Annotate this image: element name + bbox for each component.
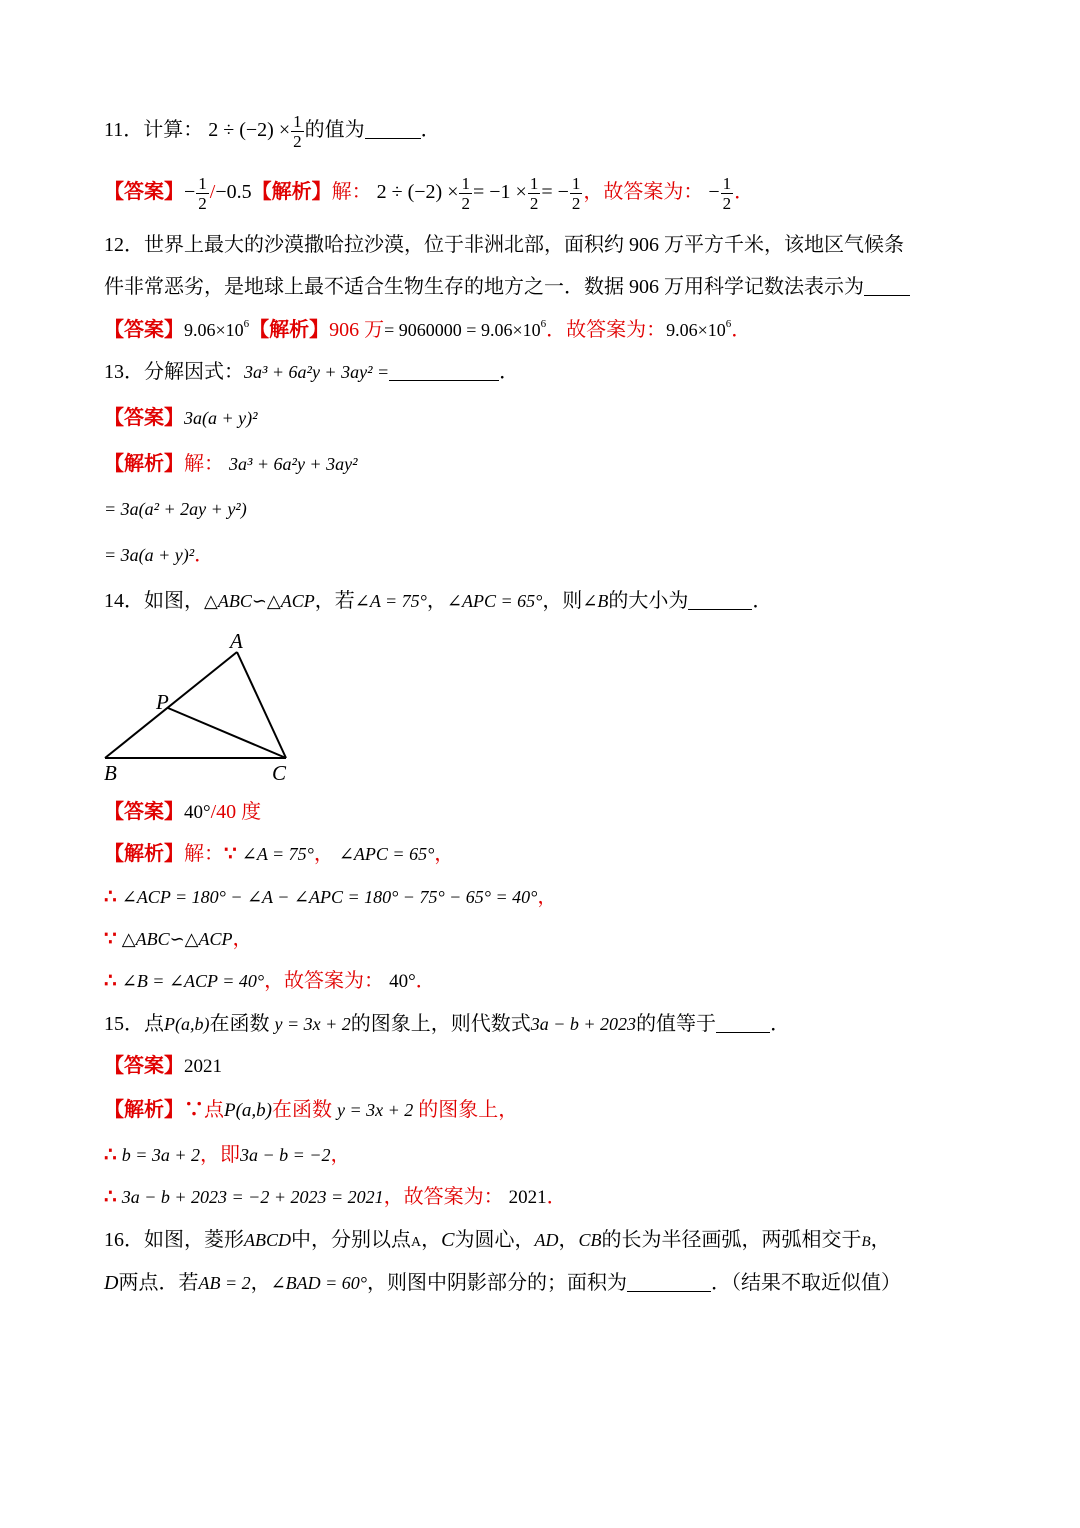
- answer-blank: [365, 118, 421, 139]
- analysis-tag: 【解析】: [251, 181, 332, 204]
- answer-tag: 【答案】: [104, 181, 184, 204]
- q11-question: 11．计算： 2 ÷ (−2) × $\frac{1}{2}$ 的值为 ．: [104, 112, 441, 151]
- answer-blank: [688, 589, 752, 610]
- q15-analysis-line2: ∴ b = 3a + 2，即3a − b = −2，: [104, 1144, 351, 1166]
- q15-answer-line: 【答案】2021: [104, 1055, 222, 1077]
- q14-answer-line: 【答案】40°/40 度: [104, 801, 262, 823]
- segment-ac: [237, 652, 286, 758]
- q15-analysis-line1: 【解析】∵点P(a,b)在函数 y = 3x + 2 的图象上，: [104, 1099, 519, 1121]
- q12-question-line1: 12．世界上最大的沙漠撒哈拉沙漠，位于非洲北部，面积约 906 万平方千米，该地区气候条: [104, 234, 904, 256]
- fraction: $\frac{1}{2}$: [293, 112, 302, 151]
- q12-answer-line: 【答案】$9.06\times 10^6$【解析】906 万= $9060000 = 9.06\times 10^6$．故答案为：$9.06\times 10^6$．: [104, 318, 752, 341]
- q14-question: 14．如图，△ABC∽△ACP，若∠A = 75°，∠APC = 65°，则∠B的大小为 ．: [104, 590, 773, 612]
- answer-blank: [389, 360, 499, 381]
- label-b: B: [104, 761, 117, 785]
- triangle-figure: [100, 628, 300, 788]
- answer-blank: [627, 1271, 711, 1292]
- answer-blank: [716, 1012, 770, 1033]
- q14-analysis-line3: ∵ △ABC∽△ACP，: [104, 928, 253, 950]
- q13-step1: = 3a(a² + 2ay + y²): [104, 499, 247, 519]
- label-a: A: [230, 629, 243, 653]
- q13-step2: = 3a(a + y)²．: [104, 544, 215, 566]
- segment-pc: [168, 708, 286, 758]
- q13-answer-line: 【答案】3a(a + y)²: [104, 407, 258, 429]
- label-p: P: [156, 690, 169, 714]
- q15-question: 15．点P(a,b)在函数 y = 3x + 2的图象上，则代数式3a − b + 2023的值等于 ．: [104, 1013, 791, 1035]
- q11-answer-line: 【答案】− $\frac{1}{2}$ /−0.5【解析】解： 2 ÷ (−2) × $\frac{1}{2}$ = −1 × $\frac{1}{2}$ = − $\frac{1}{2}$ ，故答案为： − $\frac{1}{2}$ ．: [104, 174, 755, 213]
- q13-analysis-line: 【解析】解： 3a³ + 6a²y + 3ay²: [104, 453, 358, 475]
- q12-question-line2: 件非常恶劣，是地球上最不适合生物生存的地方之一．数据 906 万用科学记数法表示为: [104, 272, 910, 302]
- question-number: 11．: [104, 119, 144, 142]
- q13-question: 13．分解因式：3a³ + 6a²y + 3ay² = ．: [104, 361, 520, 383]
- q14-analysis-line1: 【解析】解：∵ ∠A = 75°， ∠APC = 65°，: [104, 843, 455, 865]
- answer-blank: [864, 275, 910, 296]
- q16-question-line2: D两点．若AB = 2，∠BAD = 60°，则图中阴影部分的；面积为 ．（结果不取近似值）: [104, 1272, 902, 1294]
- q16-question-line1: 16．如图，菱形ABCD中，分别以点A，C为圆心，AD，CB的长为半径画弧，两弧相交于B，: [104, 1229, 891, 1251]
- q14-analysis-line2: ∴ ∠ACP = 180° − ∠A − ∠APC = 180° − 75° − 65° = 40°，: [104, 886, 558, 908]
- q15-analysis-line3: ∴ 3a − b + 2023 = −2 + 2023 = 2021，故答案为： 2021．: [104, 1186, 567, 1208]
- segment-ba: [105, 652, 237, 758]
- q14-analysis-line4: ∴ ∠B = ∠ACP = 40°，故答案为： 40°．: [104, 970, 436, 992]
- label-c: C: [272, 761, 287, 785]
